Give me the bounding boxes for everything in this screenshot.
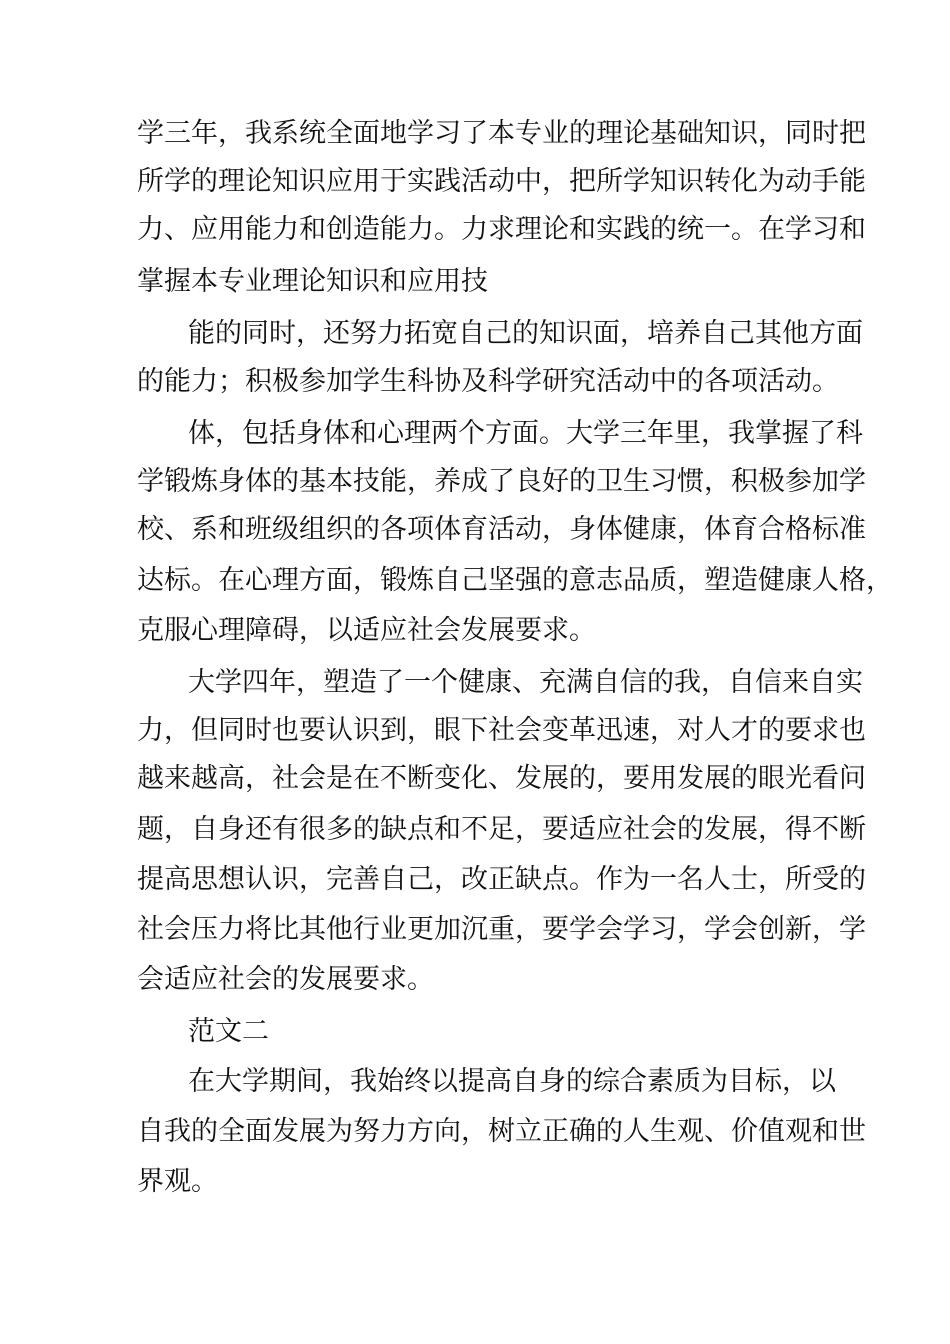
text-line: 题，自身还有很多的缺点和不足，要适应社会的发展，得不断 [137, 814, 866, 845]
text-line: 的能力；积极参加学生科协及科学研究活动中的各项活动。 [137, 366, 839, 397]
text-line: 达标。在心理方面，锻炼自己坚强的意志品质，塑造健康人格， [137, 565, 893, 596]
text-line: 力、应用能力和创造能力。力求理论和实践的统一。在学习和 [137, 214, 866, 245]
text-line: 克服心理障碍，以适应社会发展要求。 [137, 615, 596, 646]
text-line: 学三年，我系统全面地学习了本专业的理论基础知识，同时把 [137, 118, 866, 149]
text-line: 自我的全面发展为努力方向，树立正确的人生观、价值观和世 [137, 1116, 866, 1147]
text-line: 力，但同时也要认识到，眼下社会变革迅速，对人才的要求也 [137, 715, 866, 746]
text-line: 在大学期间，我始终以提高自身的综合素质为目标，以 [188, 1066, 836, 1097]
text-line: 越来越高，社会是在不断变化、发展的，要用发展的眼光看问 [137, 763, 866, 794]
text-line: 大学四年，塑造了一个健康、充满自信的我，自信来自实 [188, 667, 863, 698]
text-line: 掌握本专业理论知识和应用技 [137, 266, 488, 297]
text-line: 界观。 [137, 1166, 218, 1197]
section-heading: 范文二 [188, 1016, 269, 1047]
text-line: 提高思想认识，完善自己，改正缺点。作为一名人士，所受的 [137, 864, 866, 895]
text-line: 学锻炼身体的基本技能，养成了良好的卫生习惯，积极参加学 [137, 466, 866, 497]
text-line: 校、系和班级组织的各项体育活动，身体健康，体育合格标准 [137, 514, 866, 545]
text-line: 会适应社会的发展要求。 [137, 964, 434, 995]
text-line: 体，包括身体和心理两个方面。大学三年里，我掌握了科 [188, 418, 863, 449]
text-line: 社会压力将比其他行业更加沉重，要学会学习，学会创新，学 [137, 914, 866, 945]
text-line: 能的同时，还努力拓宽自己的知识面，培养自己其他方面 [188, 318, 863, 349]
text-line: 所学的理论知识应用于实践活动中，把所学知识转化为动手能 [137, 166, 866, 197]
